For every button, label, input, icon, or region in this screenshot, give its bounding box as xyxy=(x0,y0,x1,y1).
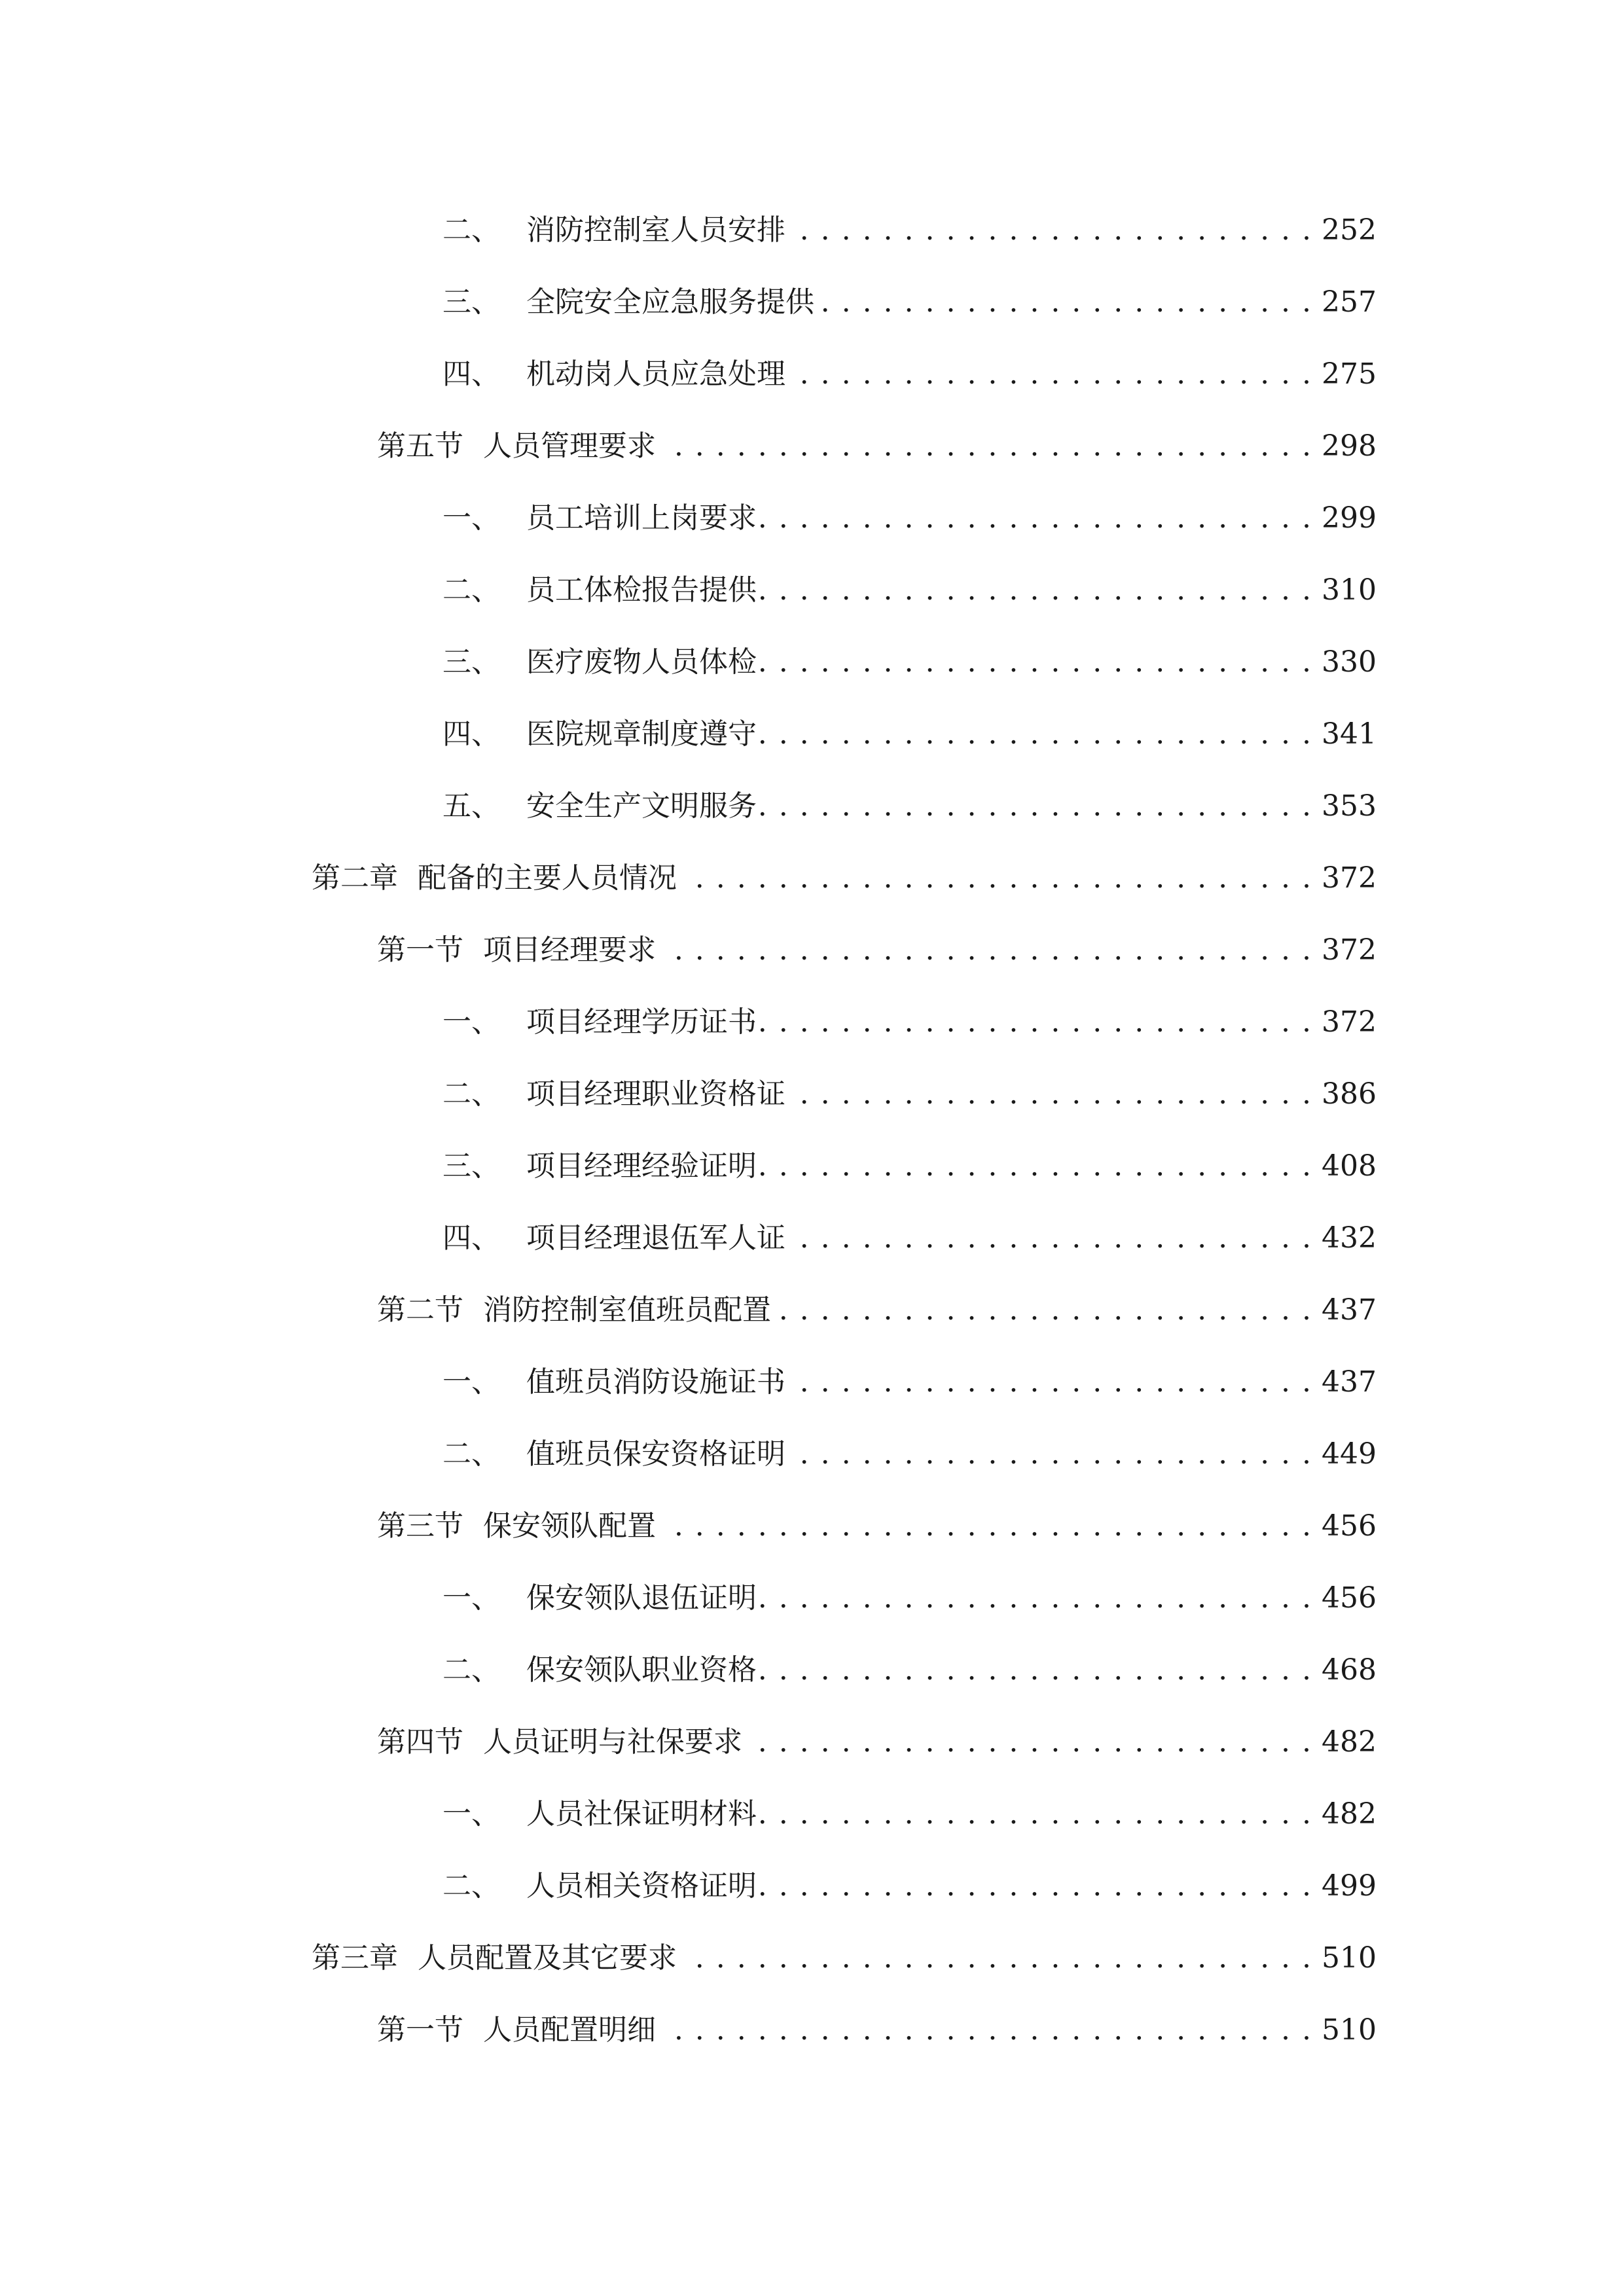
dot-leader xyxy=(660,2007,1312,2053)
toc-entry-page: 372 xyxy=(1322,1005,1377,1039)
toc-entry-title: 项目经理退伍军人证 xyxy=(526,1221,785,1255)
dot-leader xyxy=(681,855,1312,901)
dot-leader xyxy=(761,1575,1312,1621)
toc-entry-number: 二、 xyxy=(442,1653,500,1687)
toc-entry-page: 456 xyxy=(1322,1581,1377,1615)
dot-leader xyxy=(789,1431,1312,1477)
toc-entry-title: 项目经理经验证明 xyxy=(526,1149,757,1183)
toc-entry-number: 一、 xyxy=(442,1581,500,1615)
toc-entry[interactable] xyxy=(442,1575,1375,1621)
dot-leader xyxy=(789,1359,1312,1405)
toc-entry-title: 配备的主要人员情况 xyxy=(418,861,677,895)
toc-entry[interactable] xyxy=(442,1215,1375,1261)
toc-entry-title: 保安领队配置 xyxy=(483,1509,656,1543)
toc-entry-title: 人员配置及其它要求 xyxy=(418,1941,677,1975)
dot-leader xyxy=(761,711,1312,757)
toc-entry-page: 510 xyxy=(1322,2013,1377,2047)
dot-leader xyxy=(681,1935,1312,1981)
toc-entry[interactable] xyxy=(442,1791,1375,1837)
toc-entry[interactable] xyxy=(442,1359,1375,1405)
toc-entry-page: 275 xyxy=(1322,357,1377,391)
toc-entry-page: 299 xyxy=(1322,501,1377,535)
toc-entry-page: 252 xyxy=(1322,213,1377,247)
toc-entry[interactable] xyxy=(377,1287,1375,1333)
dot-leader xyxy=(761,783,1312,829)
toc-entry-page: 372 xyxy=(1322,933,1377,967)
toc-entry[interactable] xyxy=(377,1719,1375,1765)
toc-entry-page: 499 xyxy=(1322,1869,1377,1903)
toc-entry-title: 医疗废物人员体检 xyxy=(526,645,757,679)
toc-entry-page: 482 xyxy=(1322,1797,1377,1831)
dot-leader xyxy=(789,351,1312,397)
dot-leader xyxy=(746,1719,1312,1765)
toc-entry[interactable] xyxy=(442,351,1375,397)
toc-entry-title: 值班员保安资格证明 xyxy=(526,1437,785,1471)
toc-entry-page: 298 xyxy=(1322,429,1377,463)
toc-entry-number: 第三节 xyxy=(377,1509,463,1543)
toc-entry-number: 四、 xyxy=(442,717,500,751)
toc-entry-number: 二、 xyxy=(442,213,500,247)
toc-entry-title: 人员证明与社保要求 xyxy=(483,1725,742,1759)
toc-entry-number: 三、 xyxy=(442,285,500,319)
toc-entry-number: 三、 xyxy=(442,645,500,679)
toc-entry-number: 一、 xyxy=(442,1005,500,1039)
toc-entry-number: 第二节 xyxy=(377,1293,463,1327)
toc-entry-page: 482 xyxy=(1322,1725,1377,1759)
toc-entry-number: 一、 xyxy=(442,501,500,535)
toc-entry[interactable] xyxy=(442,783,1375,829)
toc-entry-page: 437 xyxy=(1322,1365,1377,1399)
toc-entry-page: 456 xyxy=(1322,1509,1377,1543)
toc-entry-page: 341 xyxy=(1322,717,1377,751)
toc-entry-number: 第二章 xyxy=(312,861,398,895)
toc-entry-page: 386 xyxy=(1322,1077,1377,1111)
dot-leader xyxy=(761,1143,1312,1189)
toc-entry-number: 第三章 xyxy=(312,1941,398,1975)
toc-entry-page: 468 xyxy=(1322,1653,1377,1687)
toc-entry[interactable] xyxy=(442,1647,1375,1693)
toc-entry-number: 第四节 xyxy=(377,1725,463,1759)
toc-entry-title: 保安领队退伍证明 xyxy=(526,1581,757,1615)
dot-leader xyxy=(789,1071,1312,1117)
toc-entry-title: 消防控制室人员安排 xyxy=(526,213,785,247)
toc-entry-title: 医院规章制度遵守 xyxy=(526,717,757,751)
toc-entry-title: 安全生产文明服务 xyxy=(526,789,757,823)
dot-leader xyxy=(761,999,1312,1045)
dot-leader xyxy=(660,927,1312,973)
toc-entry[interactable] xyxy=(442,279,1375,325)
toc-entry-title: 全院安全应急服务提供 xyxy=(526,285,814,319)
toc-entry-title: 人员相关资格证明 xyxy=(526,1869,757,1903)
dot-leader xyxy=(761,639,1312,685)
dot-leader xyxy=(818,279,1312,325)
toc-entry-title: 人员配置明细 xyxy=(483,2013,656,2047)
dot-leader xyxy=(761,1863,1312,1909)
toc-entry-title: 保安领队职业资格 xyxy=(526,1653,757,1687)
toc-entry[interactable] xyxy=(442,495,1375,541)
toc-entry-title: 员工体检报告提供 xyxy=(526,573,757,607)
dot-leader xyxy=(660,1503,1312,1549)
toc-entry[interactable] xyxy=(442,1863,1375,1909)
toc-entry-title: 项目经理要求 xyxy=(483,933,656,967)
toc-entry[interactable] xyxy=(442,639,1375,685)
toc-entry-number: 一、 xyxy=(442,1365,500,1399)
toc-entry-page: 353 xyxy=(1322,789,1377,823)
toc-entry-title: 员工培训上岗要求 xyxy=(526,501,757,535)
toc-entry-number: 二、 xyxy=(442,1869,500,1903)
toc-entry[interactable] xyxy=(442,1431,1375,1477)
toc-entry[interactable] xyxy=(442,711,1375,757)
dot-leader xyxy=(775,1287,1312,1333)
toc-entry[interactable] xyxy=(442,1143,1375,1189)
dot-leader xyxy=(789,1215,1312,1261)
toc-entry-page: 432 xyxy=(1322,1221,1377,1255)
toc-entry[interactable] xyxy=(377,2007,1375,2053)
dot-leader xyxy=(761,567,1312,613)
toc-entry[interactable] xyxy=(377,927,1375,973)
toc-entry-title: 项目经理职业资格证 xyxy=(526,1077,785,1111)
toc-entry-page: 449 xyxy=(1322,1437,1377,1471)
toc-entry[interactable] xyxy=(377,423,1375,469)
toc-entry-number: 二、 xyxy=(442,1437,500,1471)
toc-entry-title: 人员管理要求 xyxy=(483,429,656,463)
dot-leader xyxy=(761,1791,1312,1837)
toc-entry[interactable] xyxy=(442,567,1375,613)
toc-entry-number: 第一节 xyxy=(377,933,463,967)
toc-entry-title: 消防控制室值班员配置 xyxy=(483,1293,771,1327)
toc-entry[interactable] xyxy=(442,999,1375,1045)
toc-entry-number: 三、 xyxy=(442,1149,500,1183)
toc-entry[interactable] xyxy=(312,1935,1375,1981)
toc-entry-title: 值班员消防设施证书 xyxy=(526,1365,785,1399)
toc-entry-page: 372 xyxy=(1322,861,1377,895)
toc-entry-number: 一、 xyxy=(442,1797,500,1831)
toc-entry-number: 四、 xyxy=(442,1221,500,1255)
toc-entry-title: 机动岗人员应急处理 xyxy=(526,357,785,391)
toc-entry[interactable] xyxy=(312,855,1375,901)
toc-entry-number: 四、 xyxy=(442,357,500,391)
dot-leader xyxy=(789,207,1312,253)
toc-entry-page: 257 xyxy=(1322,285,1377,319)
toc-entry-page: 510 xyxy=(1322,1941,1377,1975)
toc-entry[interactable] xyxy=(377,1503,1375,1549)
toc-entry-number: 第一节 xyxy=(377,2013,463,2047)
toc-entry-title: 人员社保证明材料 xyxy=(526,1797,757,1831)
toc-entry-page: 310 xyxy=(1322,573,1377,607)
toc-entry-number: 第五节 xyxy=(377,429,463,463)
toc-entry[interactable] xyxy=(442,207,1375,253)
dot-leader xyxy=(761,495,1312,541)
toc-entry-page: 330 xyxy=(1322,645,1377,679)
toc-entry-page: 437 xyxy=(1322,1293,1377,1327)
dot-leader xyxy=(660,423,1312,469)
toc-entry[interactable] xyxy=(442,1071,1375,1117)
dot-leader xyxy=(761,1647,1312,1693)
toc-entry-number: 五、 xyxy=(442,789,500,823)
toc-entry-number: 二、 xyxy=(442,573,500,607)
toc-entry-title: 项目经理学历证书 xyxy=(526,1005,757,1039)
toc-entry-page: 408 xyxy=(1322,1149,1377,1183)
toc-entry-number: 二、 xyxy=(442,1077,500,1111)
